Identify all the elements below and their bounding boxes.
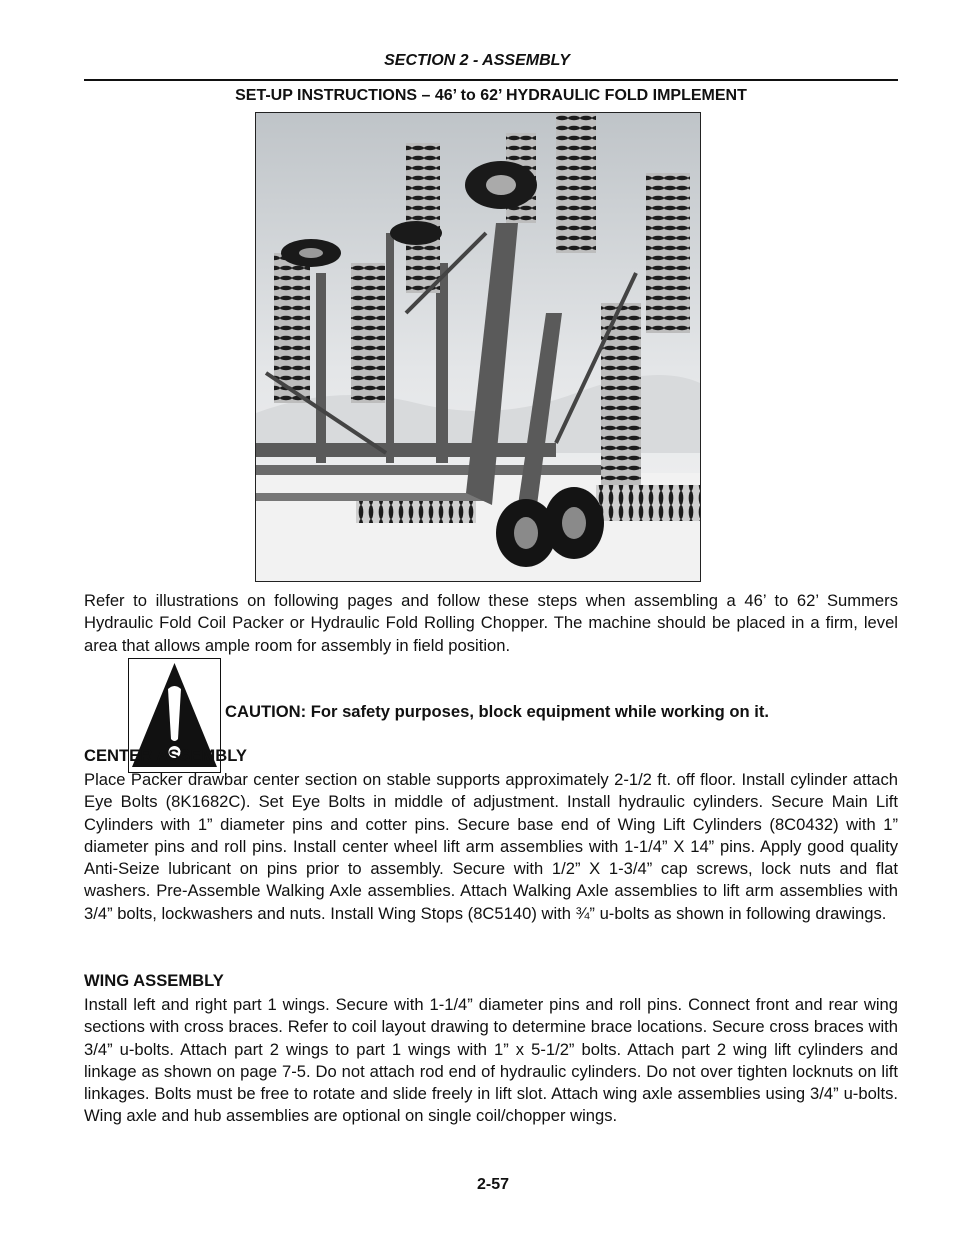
header-rule xyxy=(84,79,898,81)
section-header: SECTION 2 - ASSEMBLY xyxy=(384,52,570,69)
caution-text: CAUTION: For safety purposes, block equipment while working on it. xyxy=(225,702,769,721)
page-number: 2-57 xyxy=(476,1176,510,1193)
intro-paragraph: Refer to illustrations on following pages and follow these steps when assembling a 46’ to 62’ Summers Hydraulic Fold Coil Packer or Hydraulic Fold Rolling Chopper. The machine should be placed in a firm, level area that allows ample room for assembly in field position. xyxy=(84,591,898,655)
wing-assembly-body: Install left and right part 1 wings. Secure with 1-1/4” diameter pins and roll pins. Connect front and rear wing sections with cross braces. Refer to coil layout drawing to determine brace locations. Secure cross braces with 3/4” u-bolts. Attach part 2 wings to part 1 wings with 1” x 5-1/2” bolts. Attach part 2 wing lift cylinders and linkage as shown on page 7-5. Do not attach rod end of hydraulic cylinders. Do not over tighten locknuts on lift linkages. Bolts must be free to rotate and slide freely in lift slot. Attach wing axle assemblies using 3/4” u-bolts. Wing axle and hub assemblies are optional on single coil/chopper wings. xyxy=(84,995,898,1126)
center-assembly-body: Place Packer drawbar center section on stable supports approximately 2-1/2 ft. off floor. Install cylinder attach Eye Bolts (8K1682C). Set Eye Bolts in middle of adjustment. Install hydraulic cylinders. Secure Main Lift Cylinders with 1” diameter pins and cotter pins. Secure base end of Wing Lift Cylinders (8C0432) with 1” diameter pins and roll pins. Install center wheel lift arm assemblies with 1-1/4” X 14” pins. Apply good quality Anti-Seize lubricant on pins prior to assembly. Secure with 1/2” X 1-3/4” cap screws, lock nuts and flat washers. Pre-Assemble Walking Axle assemblies. Attach Walking Axle assemblies to lift arm assemblies with 3/4” bolts, lockwashers and nuts. Install Wing Stops (8C5140) with ¾” u-bolts as shown in following drawings. xyxy=(84,770,898,923)
center-assembly-heading: CENTER ASSEMBLY xyxy=(84,746,247,765)
implement-photo xyxy=(255,112,701,582)
wing-assembly-heading: WING ASSEMBLY xyxy=(84,971,224,990)
page-title: SET-UP INSTRUCTIONS – 46’ to 62’ HYDRAULIC FOLD IMPLEMENT xyxy=(235,87,747,104)
